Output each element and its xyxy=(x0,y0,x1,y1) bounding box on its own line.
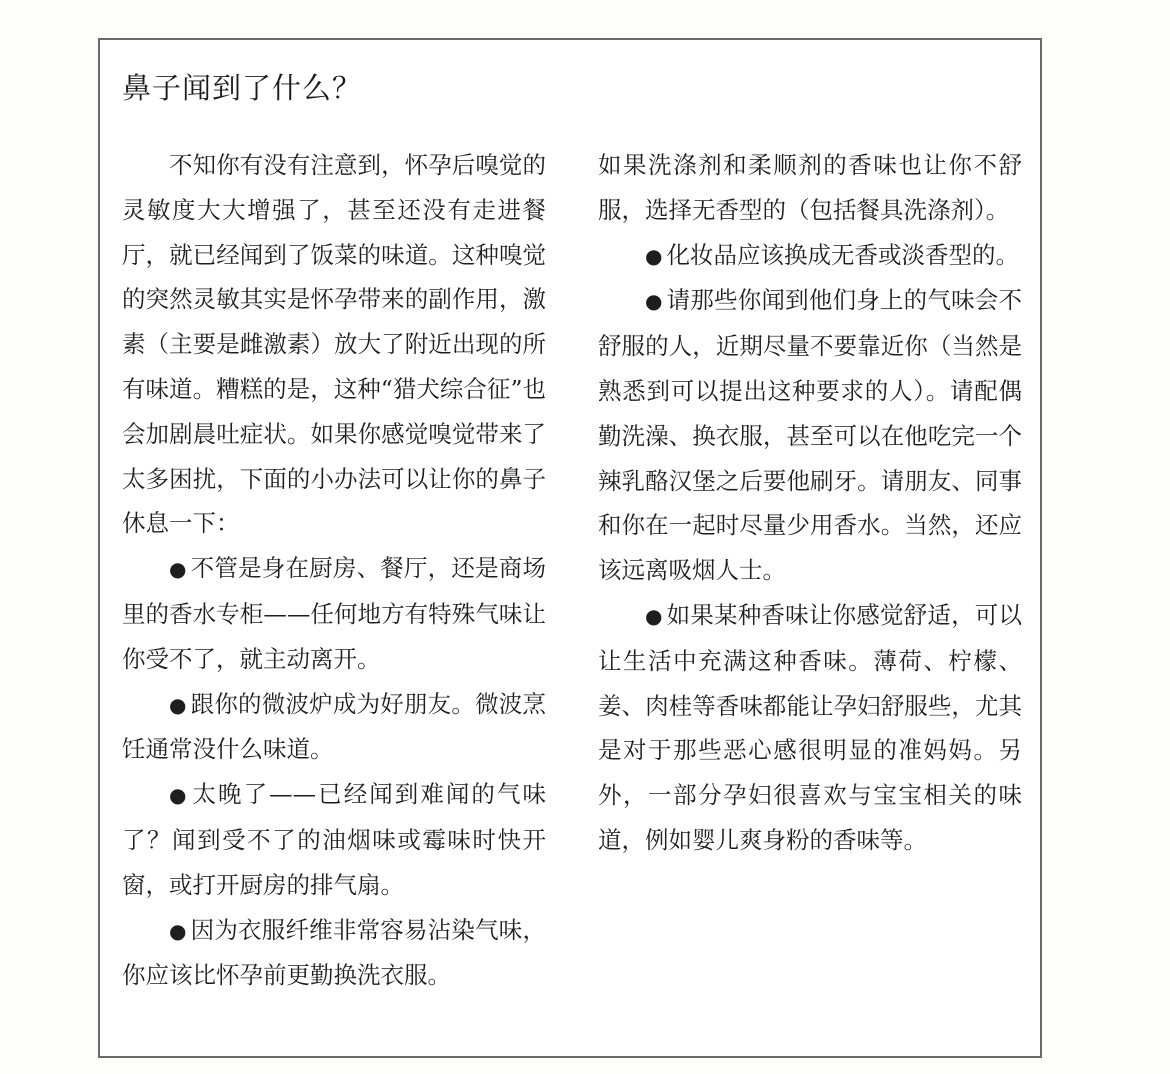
bullet-item xyxy=(122,546,546,681)
article-title: 鼻子闻到了什么？ xyxy=(122,71,363,105)
bullet-text: 因为衣服纤维非常容易沾染气味，你应该比怀孕前更勤换洗衣服。 xyxy=(122,915,546,990)
continuation-paragraph: 如果洗涤剂和柔顺剂的香味也让你不舒服，选择无香型的（包括餐具洗涤剂）。 xyxy=(598,151,1022,224)
bullet-icon: ● xyxy=(645,289,663,314)
bullet-item xyxy=(598,278,1022,593)
bullet-item xyxy=(122,682,546,773)
bullet-icon: ● xyxy=(645,243,663,268)
bullet-text: 跟你的微波炉成为好朋友。微波烹饪通常没什么味道。 xyxy=(122,689,546,764)
intro-paragraph: 不知你有没有注意到，怀孕后嗅觉的灵敏度大大增强了，甚至还没有走进餐厅，就已经闻到了饭菜的味道。这种嗅觉的突然灵敏其实是怀孕带来的副作用，激素（主要是雌激素）放大了附近出现的所有味道。糟糕的是，这种“猎犬综合征”也会加剧晨吐症状。如果你感觉嗅觉带来了太多困扰，下面的小办法可以让你的鼻子休息一下： xyxy=(122,151,546,538)
bullet-item xyxy=(598,233,1022,279)
bullet-icon: ● xyxy=(169,918,187,943)
left-column xyxy=(122,143,546,998)
bullet-text: 太晚了——已经闻到难闻的气味了？闻到受不了的油烟味或霉味时快开窗，或打开厨房的排气扇。 xyxy=(122,780,547,899)
bullet-icon: ● xyxy=(645,603,663,628)
right-column xyxy=(598,143,1022,863)
bullet-item xyxy=(122,772,546,907)
bullet-item xyxy=(598,593,1022,863)
bullet-icon: ● xyxy=(169,783,189,808)
bullet-text: 如果某种香味让你感觉舒适，可以让生活中充满这种香味。薄荷、柠檬、姜、肉桂等香味都能让孕妇舒服些，尤其是对于那些恶心感很明显的准妈妈。另外，一部分孕妇很喜欢与宝宝相关的味道，例如婴儿爽身粉的香味等。 xyxy=(598,600,1022,854)
bullet-text: 请那些你闻到他们身上的气味会不舒服的人，近期尽量不要靠近你（当然是熟悉到可以提出这种要求的人）。请配偶勤洗澡、换衣服，甚至可以在他吃完一个辣乳酪汉堡之后要他刷牙。请朋友、同事和你在一起时尽量少用香水。当然，还应该远离吸烟人士。 xyxy=(598,286,1022,585)
bullet-item xyxy=(122,908,546,999)
bullet-text: 化妆品应该换成无香或淡香型的。 xyxy=(666,240,1019,269)
bullet-icon: ● xyxy=(169,692,187,717)
bullet-icon: ● xyxy=(169,557,187,582)
bullet-text: 不管是身在厨房、餐厅，还是商场里的香水专柜——任何地方有特殊气味让你受不了，就主动离开。 xyxy=(122,554,546,673)
article-box xyxy=(98,38,1042,1058)
